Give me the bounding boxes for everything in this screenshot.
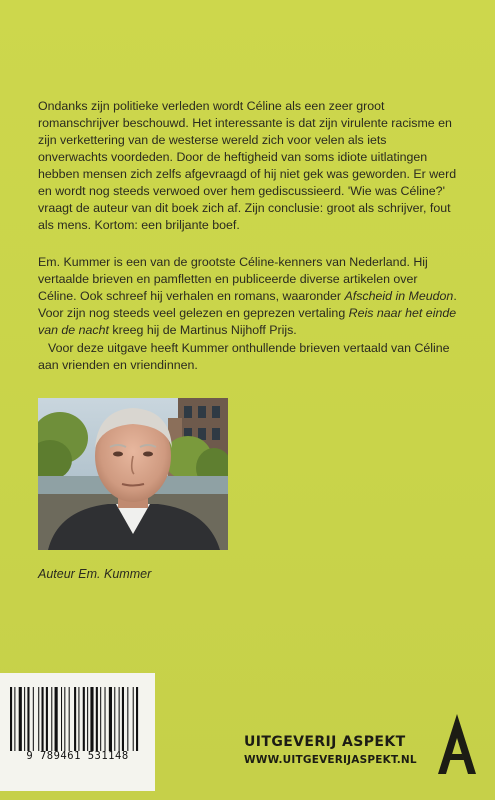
barcode-bars [8, 687, 148, 759]
publisher-url: WWW.UITGEVERIJASPEKT.NL [244, 754, 417, 766]
book-title-reis: Reis naar het einde van de nacht [38, 306, 457, 337]
barcode [0, 673, 155, 791]
bio-text-3: kreeg hij de Martinus Nijhoff Prijs. [108, 323, 297, 337]
bio-text-2: . Voor zijn nog steeds veel gelezen en geprezen vertaling [38, 289, 457, 320]
isbn-number: 9 789461 531148 [26, 750, 129, 762]
author-bio-paragraph [38, 254, 458, 339]
publisher-name: UITGEVERIJ ASPEKT [244, 734, 406, 750]
edition-paragraph [38, 340, 458, 374]
book-title-afscheid: Afscheid in Meudon [344, 289, 454, 303]
blurb-paragraph-1: Ondanks zijn politieke verleden wordt Céline als een zeer groot romanschrijver beschouwd. Het interessante is dat zijn virulente racisme en zijn verkettering van de westerse wereld zich voor velen als iets onverwachts voordeden. Door de heftigheid van soms idiote uitlatingen hebben mensen zich zelfs afgevraagd of hij niet gek was geworden. Er werd en wordt nog steeds verwoed over hem gediscussieerd. 'Wie was Céline?' vraagt de auteur van dit boek zich af. Zijn conclusie: groot als schrijver, fout als mens. Kortom: een briljante boef. [38, 99, 457, 232]
author-photo [38, 398, 228, 550]
edition-text: Voor deze uitgave heeft Kummer onthullende brieven vertaald van Céline aan vrienden en vriendinnen. [38, 341, 450, 372]
aspekt-logo-icon [432, 710, 482, 780]
bio-text-1: Em. Kummer is een van de grootste Céline-kenners van Nederland. Hij vertaalde brieven en pamfletten en publiceerde diverse artikelen over Céline. Ook schreef hij verhalen en romans, waaronder [38, 255, 428, 303]
photo-caption: Auteur Em. Kummer [38, 567, 152, 581]
